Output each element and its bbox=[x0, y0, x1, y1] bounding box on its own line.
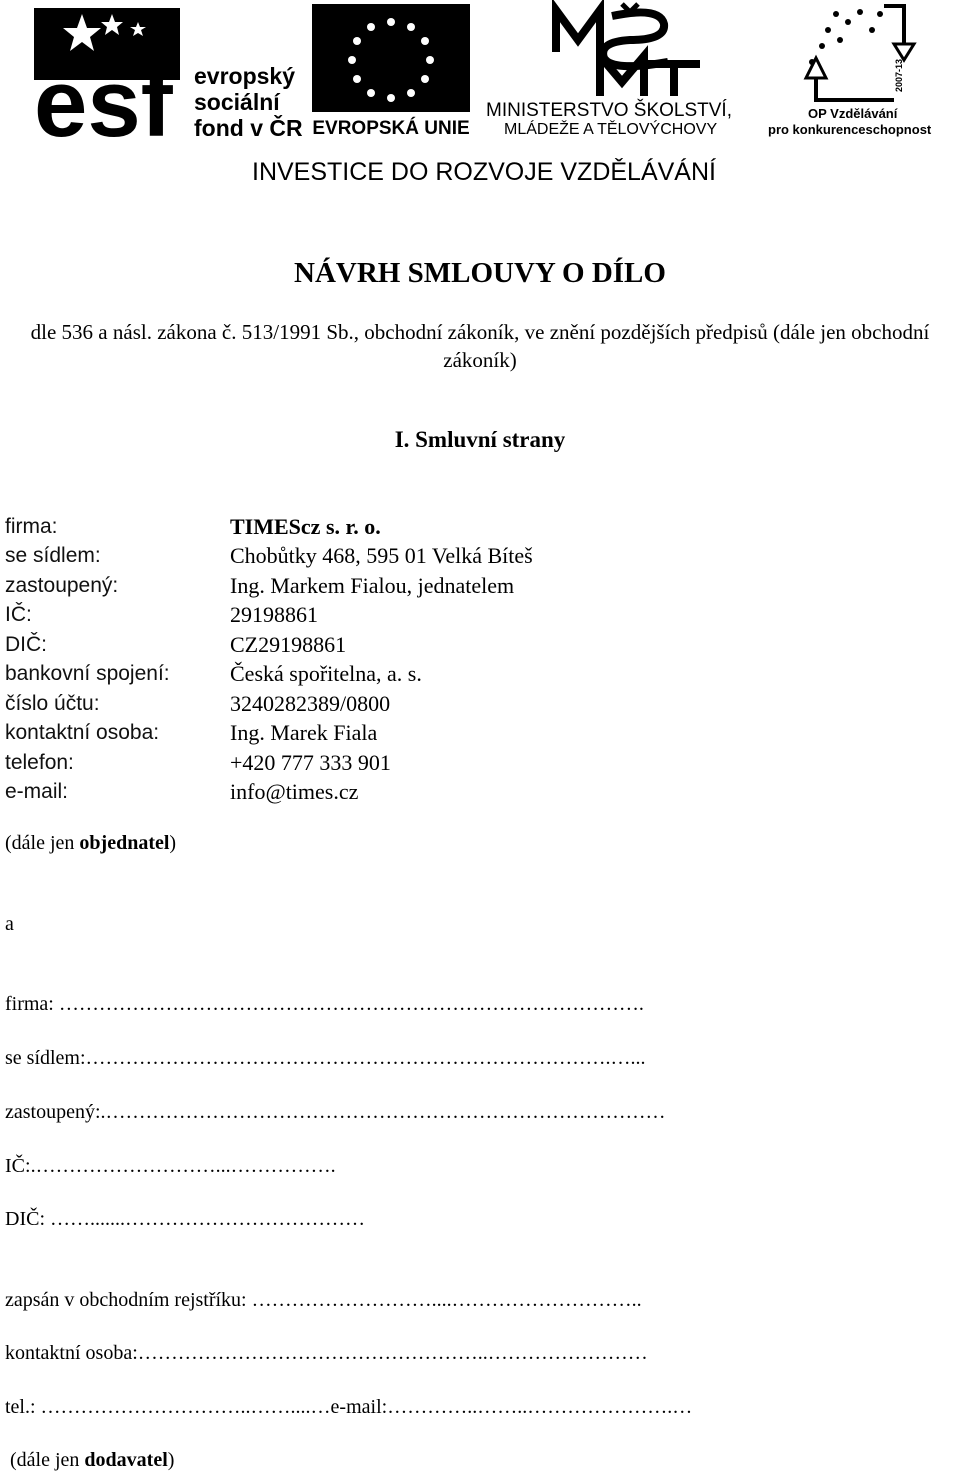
row-label: bankovní spojení: bbox=[5, 662, 170, 686]
svg-text:evropský: evropský bbox=[194, 63, 296, 89]
objednatel-block bbox=[5, 512, 533, 807]
line-dots: …….......……………………………… bbox=[50, 1208, 365, 1230]
row-value: Chobůtky 468, 595 01 Velká Bíteš bbox=[230, 543, 533, 569]
note-prefix: (dále jen bbox=[10, 1449, 85, 1471]
objednatel-row-telefon bbox=[5, 748, 533, 778]
svg-text:fond v ČR: fond v ČR bbox=[194, 115, 303, 141]
row-value: CZ29198861 bbox=[230, 631, 347, 657]
row-label: se sídlem: bbox=[5, 544, 101, 568]
dodavatel-sidlo-line bbox=[5, 1047, 646, 1070]
tel-dots: …………………………..……....… bbox=[40, 1396, 331, 1418]
email-label: e-mail: bbox=[330, 1396, 388, 1418]
line-label: zastoupený: bbox=[5, 1101, 101, 1123]
row-label: číslo účtu: bbox=[5, 691, 100, 715]
row-label: e-mail: bbox=[5, 780, 69, 804]
dodavatel-tel-email-line bbox=[5, 1396, 692, 1419]
row-label: DIČ: bbox=[5, 632, 47, 656]
dodavatel-zastoupeny-line bbox=[5, 1101, 666, 1124]
connector-text: a bbox=[5, 913, 14, 935]
svg-text:EVROPSKÁ UNIE: EVROPSKÁ UNIE bbox=[312, 118, 470, 139]
svg-text:pro konkurenceschopnost: pro konkurenceschopnost bbox=[768, 122, 932, 137]
note-prefix: (dále jen bbox=[5, 832, 80, 854]
row-value: info@times.cz bbox=[230, 779, 359, 805]
note-suffix: ) bbox=[167, 1449, 175, 1471]
dodavatel-note bbox=[10, 1449, 174, 1472]
objednatel-row-sidlo bbox=[5, 542, 533, 572]
svg-text:2007-13: 2007-13 bbox=[894, 58, 904, 92]
tel-label: tel.: bbox=[5, 1396, 36, 1418]
line-label: zapsán v obchodním rejstříku: bbox=[5, 1289, 247, 1311]
document-title: NÁVRH SMLOUVY O DÍLO bbox=[294, 257, 666, 289]
dodavatel-dic-line bbox=[5, 1208, 365, 1231]
dodavatel-firma-line bbox=[5, 993, 644, 1016]
line-dots: ………………………....……………………….. bbox=[251, 1289, 642, 1311]
logo-header bbox=[0, 0, 960, 190]
svg-text:esf: esf bbox=[34, 50, 173, 157]
dodavatel-kontakt-line bbox=[5, 1342, 648, 1365]
line-dots: ……………………………………………..…………………… bbox=[137, 1342, 648, 1364]
svg-text:OP Vzdělávání: OP Vzdělávání bbox=[808, 106, 898, 121]
line-label: IČ: bbox=[5, 1155, 31, 1177]
row-value: +420 777 333 901 bbox=[230, 749, 391, 775]
email-dots: …………..……..………………….… bbox=[387, 1396, 693, 1418]
row-value: 3240282389/0800 bbox=[230, 690, 391, 716]
row-label: firma: bbox=[5, 514, 58, 538]
row-value: TIMEScz s. r. o. bbox=[230, 513, 381, 539]
logo-graphics bbox=[0, 0, 960, 190]
msmt-logo bbox=[486, 4, 732, 138]
objednatel-row-ic bbox=[5, 601, 533, 631]
line-label: se sídlem: bbox=[5, 1047, 86, 1069]
line-label: DIČ: bbox=[5, 1208, 45, 1230]
note-suffix: ) bbox=[169, 832, 177, 854]
svg-text:sociální: sociální bbox=[194, 89, 280, 115]
line-label: kontaktní osoba: bbox=[5, 1342, 138, 1364]
note-bold: dodavatel bbox=[84, 1449, 168, 1471]
line-label: firma: bbox=[5, 993, 54, 1015]
objednatel-row-dic bbox=[5, 630, 533, 660]
svg-text:MLÁDEŽE A TĚLOVÝCHOVY: MLÁDEŽE A TĚLOVÝCHOVY bbox=[504, 121, 718, 138]
row-value: 29198861 bbox=[230, 602, 318, 628]
svg-text:MINISTERSTVO ŠKOLSTVÍ,: MINISTERSTVO ŠKOLSTVÍ, bbox=[486, 100, 732, 121]
line-dots: ……………………………………………………………………………. bbox=[58, 993, 644, 1015]
row-label: zastoupený: bbox=[5, 573, 119, 597]
objednatel-row-email bbox=[5, 778, 533, 808]
row-value: Ing. Markem Fialou, jednatelem bbox=[230, 572, 515, 598]
row-value: Česká spořitelna, a. s. bbox=[230, 661, 422, 687]
note-bold: objednatel bbox=[79, 832, 170, 854]
objednatel-note bbox=[5, 832, 176, 855]
line-dots: .………………………………………………………………………… bbox=[100, 1101, 666, 1123]
objednatel-row-zastoupeny bbox=[5, 571, 533, 601]
row-value: Ing. Marek Fiala bbox=[230, 720, 378, 746]
tagline: INVESTICE DO ROZVOJE VZDĚLÁVÁNÍ bbox=[252, 158, 716, 186]
document-subtitle: dle 536 a násl. zákona č. 513/1991 Sb., obchodní zákoník, ve znění pozdějších předpisů (dále jen obchodní zákoník) bbox=[30, 320, 930, 372]
objednatel-row-kontakt bbox=[5, 719, 533, 749]
row-label: IČ: bbox=[5, 603, 32, 627]
objednatel-row-firma bbox=[5, 512, 533, 542]
objednatel-row-banka bbox=[5, 660, 533, 690]
dodavatel-ic-line bbox=[5, 1155, 336, 1178]
row-label: kontaktní osoba: bbox=[5, 721, 160, 745]
op-arrow-icon bbox=[806, 58, 826, 78]
line-dots: .………………………...……………. bbox=[30, 1155, 336, 1177]
section-title: I. Smluvní strany bbox=[394, 427, 566, 452]
row-label: telefon: bbox=[5, 750, 74, 774]
op-vzdelavani-logo bbox=[768, 6, 932, 137]
eu-flag-logo bbox=[312, 4, 470, 139]
dodavatel-rejstrik-line bbox=[5, 1289, 642, 1312]
esf-logo bbox=[34, 8, 303, 157]
line-dots: …………………………………………………………………….…... bbox=[85, 1047, 646, 1069]
objednatel-row-ucet bbox=[5, 689, 533, 719]
